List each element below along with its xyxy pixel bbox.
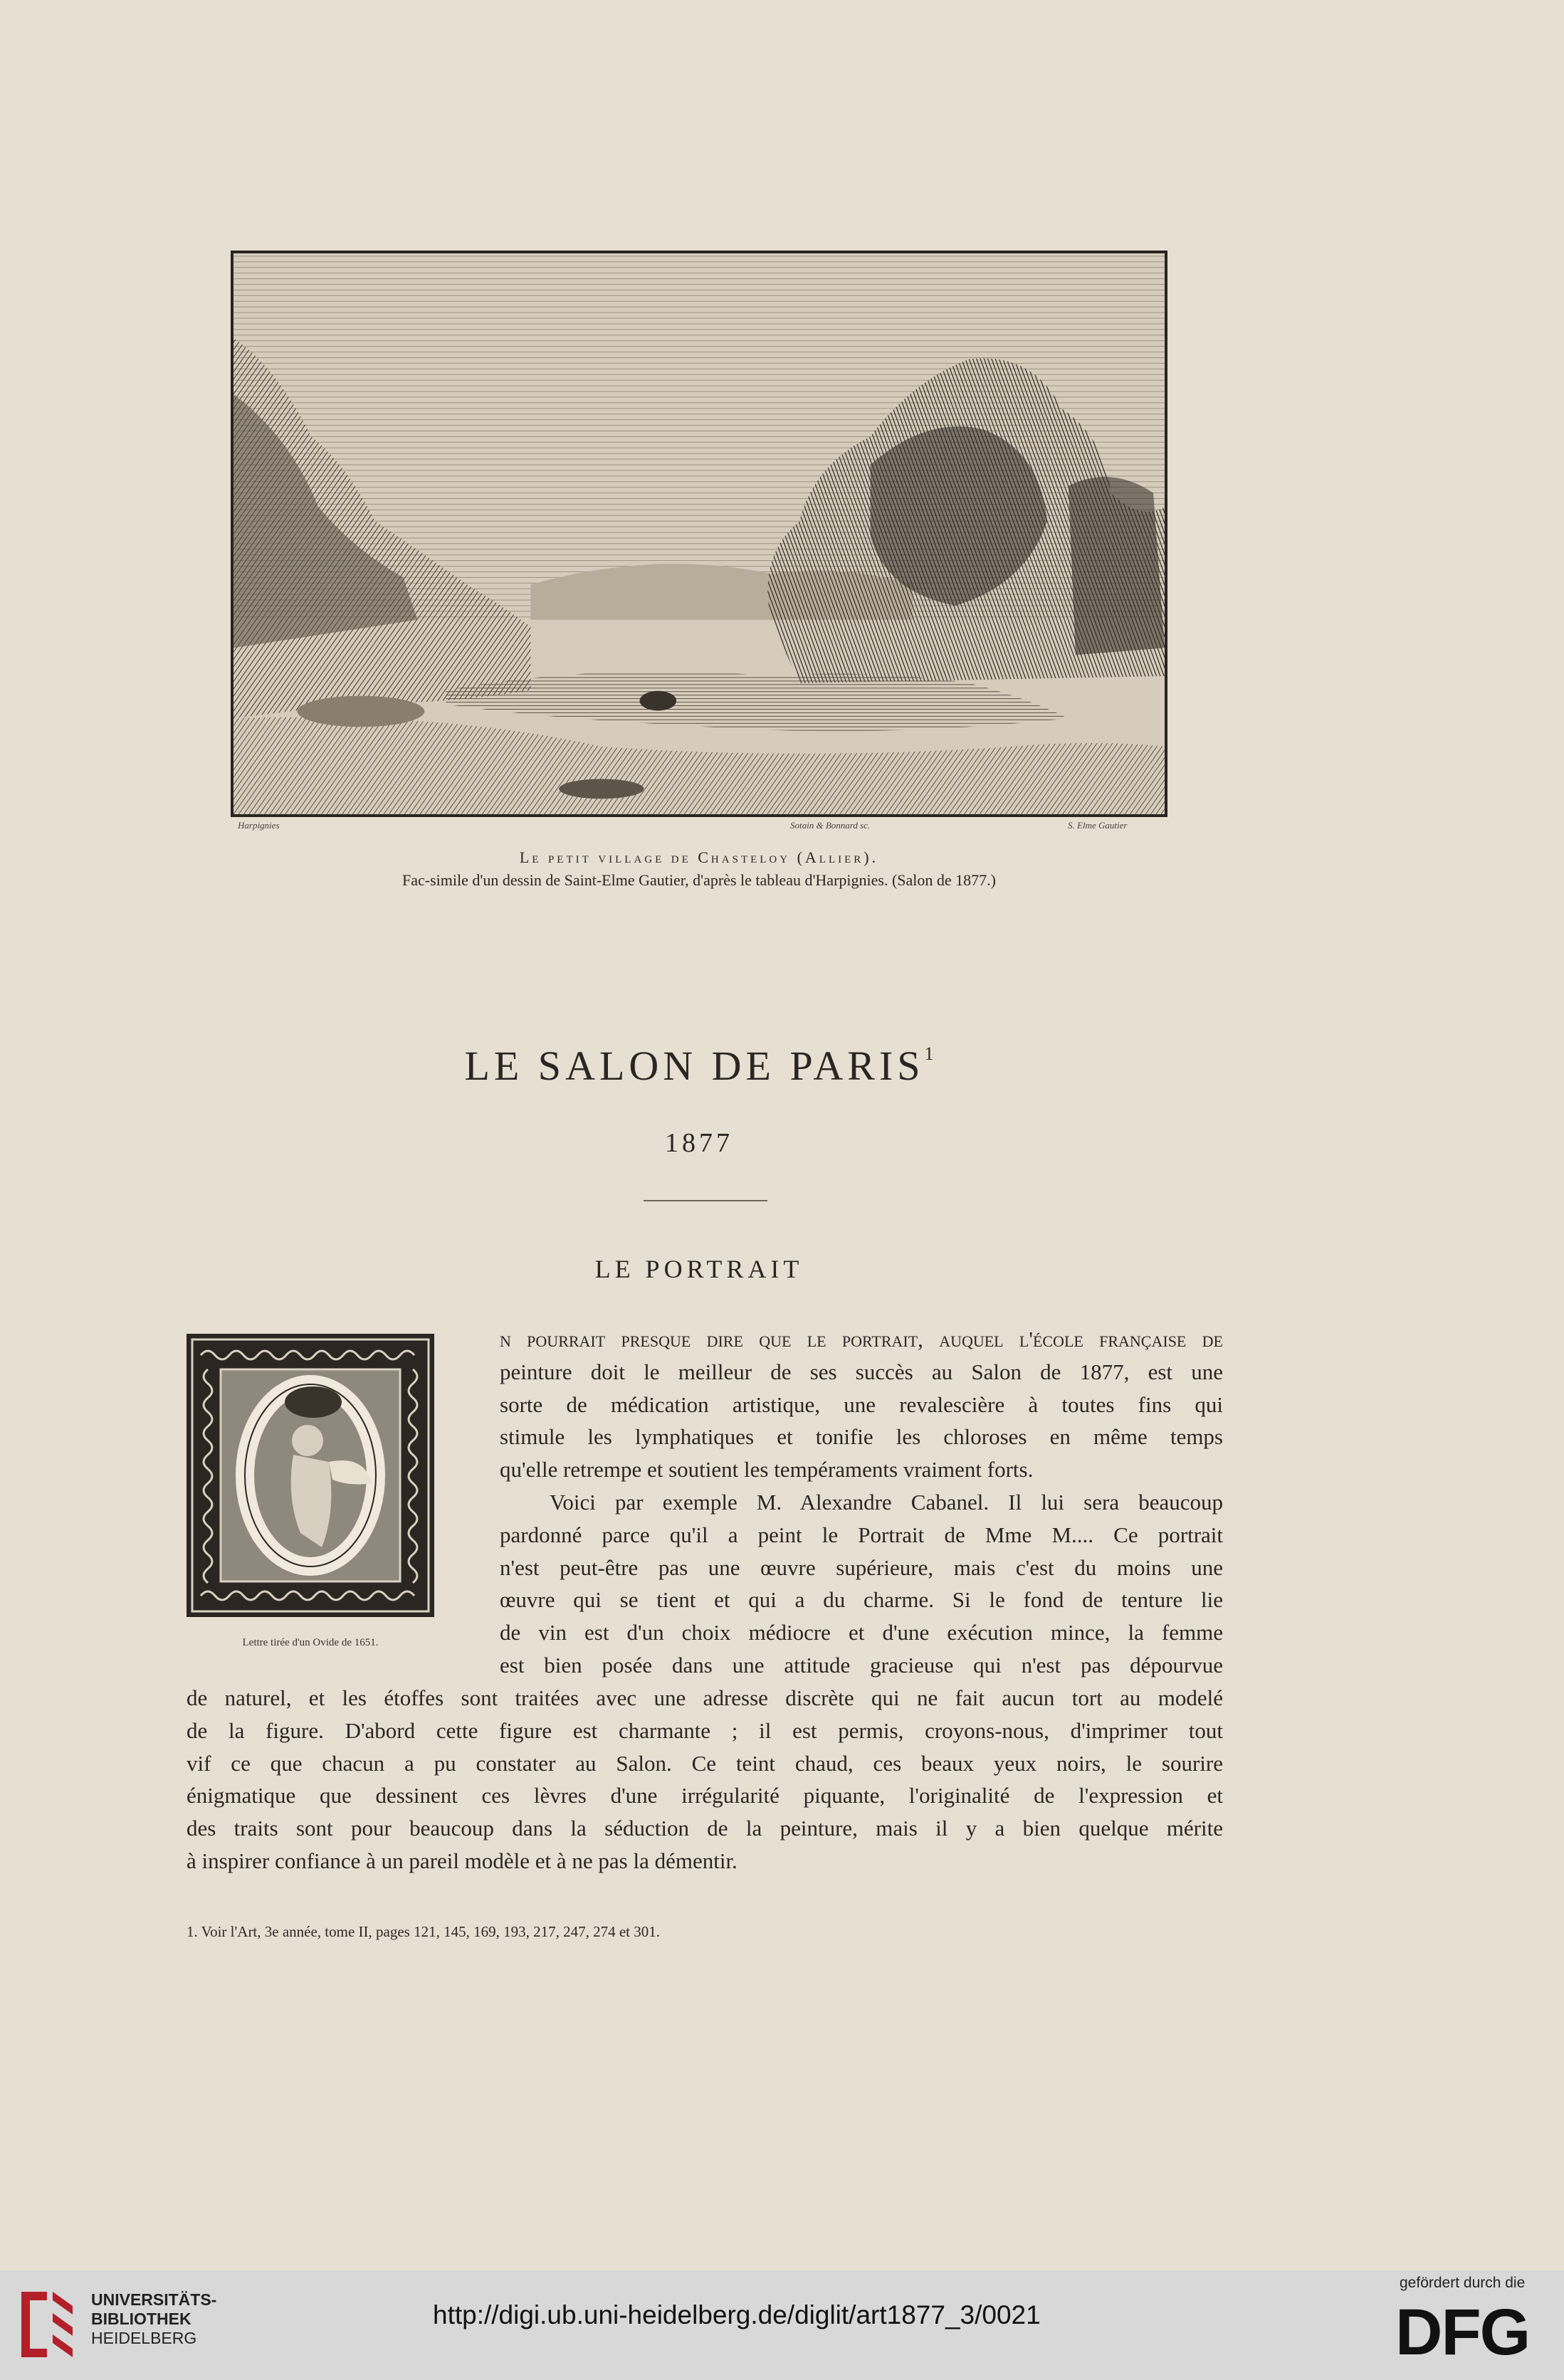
article-title-text: LE SALON DE PARIS xyxy=(464,1043,925,1089)
library-name-line: HEIDELBERG xyxy=(91,2329,197,2347)
text-line: œuvre qui se tient et qui a du charme. Si le fond de tenture lie xyxy=(500,1587,1223,1613)
text-line: des traits sont pour beaucoup dans la séduction de la peinture, mais il y a bien quelque mérite xyxy=(187,1816,1223,1841)
article-year: 1877 xyxy=(665,1128,733,1158)
text-line: pardonné parce qu'il a peint le Portrait de Mme M.... Ce portrait xyxy=(500,1522,1223,1547)
article-title xyxy=(231,1042,1167,1090)
library-name-line: BIBLIOTHEK xyxy=(91,2310,191,2328)
text-line: peinture doit le meilleur de ses succès au Salon de 1877, est une xyxy=(500,1359,1223,1384)
illustration-caption-title: Le petit village de Chasteloy (Allier). xyxy=(519,848,879,866)
text-line: n'est peut-être pas une œuvre supérieure, mais c'est du moins une xyxy=(500,1554,1223,1580)
signature-painter: Harpignies xyxy=(238,820,280,831)
library-name-line: UNIVERSITÄTS- xyxy=(91,2290,217,2309)
illustration-caption-credit: Fac-simile d'un dessin de Saint-Elme Gautier, d'après le tableau d'Harpignies. (Salon de 1877.) xyxy=(402,871,996,889)
text-line: vif ce que chacun a pu constater au Salon. Ce teint chaud, ces beaux yeux noirs, le sourire xyxy=(187,1750,1223,1776)
text-line: stimule les lymphatiques et tonifie les chloroses en même temps xyxy=(500,1424,1223,1450)
text-line: énigmatique que dessinent ces lèvres d'une irrégularité piquante, l'originalité de l'expression et xyxy=(187,1783,1223,1808)
text-line xyxy=(500,1323,1223,1356)
dfg-logo[interactable]: DFG xyxy=(1395,2296,1530,2369)
text-line: qu'elle retrempe et soutient les tempéraments vraiment forts. xyxy=(500,1457,1034,1483)
ornamental-initial-o xyxy=(187,1334,434,1617)
section-heading: LE PORTRAIT xyxy=(594,1255,804,1283)
text-line: est bien posée dans une attitude gracieuse qui n'est pas dépourvue xyxy=(500,1652,1223,1678)
text-line: à inspirer confiance à un pareil modèle et à ne pas la démentir. xyxy=(187,1848,738,1873)
section-divider xyxy=(644,1200,767,1201)
ornamental-initial-illustration xyxy=(187,1334,434,1617)
text-line: sorte de médication artistique, une revalescière à toutes fins qui xyxy=(500,1391,1223,1417)
landscape-illustration xyxy=(233,253,1165,814)
paragraph-narrow xyxy=(500,1323,1223,1682)
landscape-engraving xyxy=(231,251,1167,817)
text-line: Voici par exemple M. Alexandre Cabanel. Il lui sera beaucoup xyxy=(550,1489,1223,1515)
text-line: de naturel, et les étoffes sont traitées avec une adresse discrète qui ne fait aucun tort au modelé xyxy=(187,1685,1223,1710)
title-footnote-mark: 1 xyxy=(924,1043,934,1064)
paragraph-full xyxy=(187,1682,1223,1878)
funded-by-label: gefördert durch die xyxy=(1400,2275,1526,2291)
library-logo-icon[interactable] xyxy=(16,2285,78,2364)
footnote: 1. Voir l'Art, 3e année, tome II, pages 121, 145, 169, 193, 217, 247, 274 et 301. xyxy=(187,1923,660,1940)
library-name[interactable] xyxy=(91,2290,216,2348)
text-line: de vin est d'un choix médiocre et d'une exécution mince, la femme xyxy=(500,1620,1223,1646)
signature-draughtsman: S. Elme Gautier xyxy=(1068,820,1128,831)
signature-engraver: Sotain & Bonnard sc. xyxy=(790,820,871,831)
permalink-url[interactable]: http://digi.ub.uni-heidelberg.de/diglit/art1877_3/0021 xyxy=(433,2300,1041,2329)
initial-caption: Lettre tirée d'un Ovide de 1651. xyxy=(242,1637,379,1648)
text-line: de la figure. D'abord cette figure est charmante ; il est permis, croyons-nous, d'imprimer tout xyxy=(187,1717,1223,1743)
text-line-content: n pourrait presque dire que le portrait, auquel l'école française de xyxy=(500,1327,1223,1352)
